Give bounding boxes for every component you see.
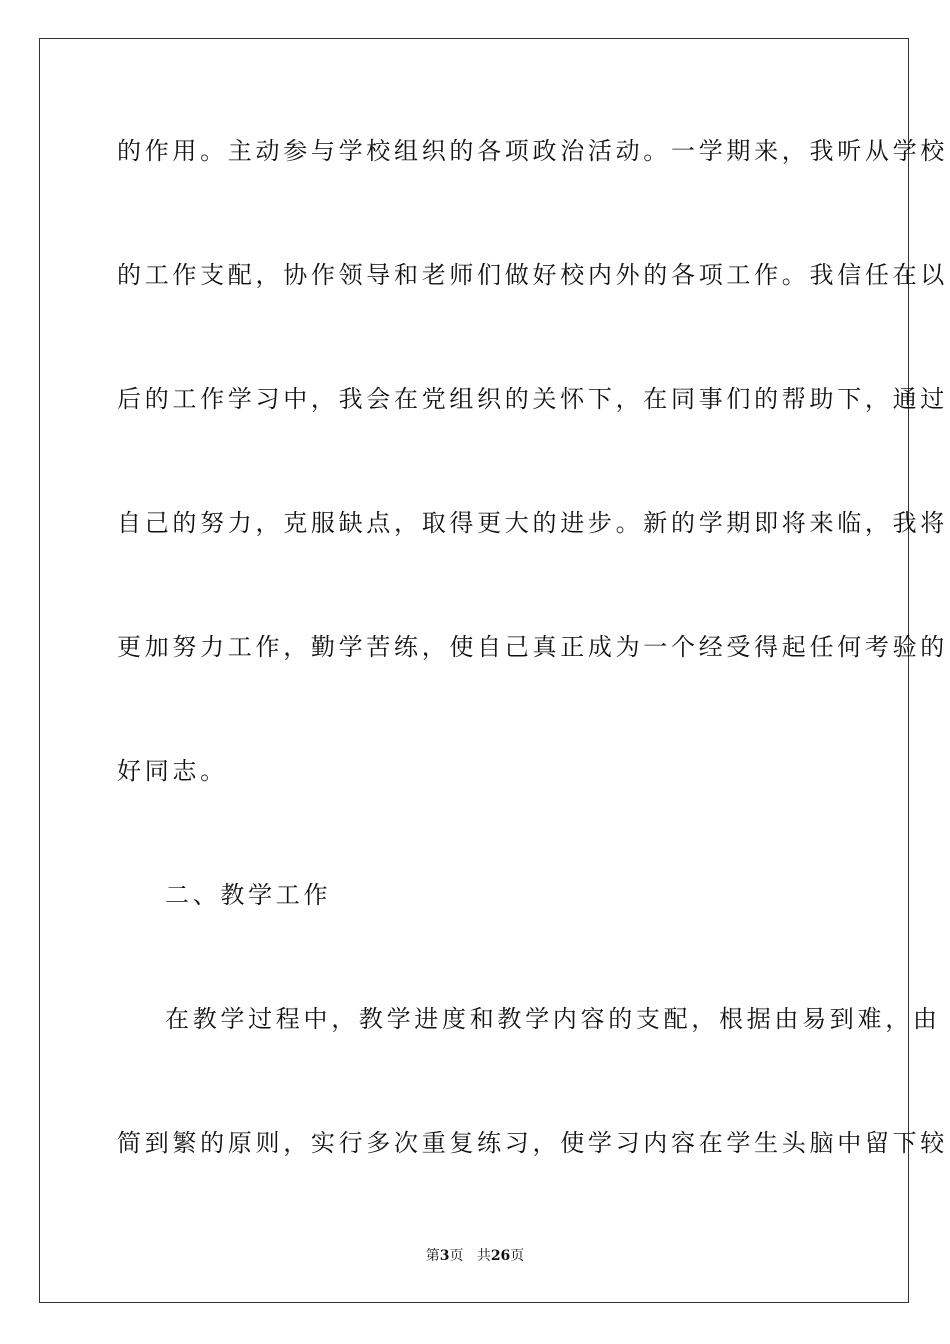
total-prefix: 共 bbox=[476, 1248, 491, 1264]
page-suffix: 页 bbox=[449, 1248, 464, 1264]
total-suffix: 页 bbox=[510, 1248, 525, 1264]
body-text-line: 好同志。 bbox=[117, 757, 228, 785]
total-pages: 26 bbox=[490, 1248, 511, 1264]
body-text-line: 更加努力工作，勤学苦练，使自己真正成为一个经受得起任何考验的 bbox=[117, 633, 948, 661]
body-text-line: 自己的努力，克服缺点，取得更大的进步。新的学期即将来临，我将 bbox=[117, 509, 948, 537]
section-heading: 二、教学工作 bbox=[165, 881, 332, 909]
body-text-line: 在教学过程中，教学进度和教学内容的支配，根据由易到难，由 bbox=[165, 1005, 941, 1033]
page-border bbox=[39, 38, 948, 1303]
body-text-line: 的作用。主动参与学校组织的各项政治活动。一学期来，我听从学校 bbox=[117, 137, 948, 165]
page-footer bbox=[0, 1247, 950, 1265]
body-text-line: 简到繁的原则，实行多次重复练习，使学习内容在学生头脑中留下较 bbox=[117, 1129, 948, 1157]
page-number: 3 bbox=[439, 1248, 450, 1264]
body-text-line: 的工作支配，协作领导和老师们做好校内外的各项工作。我信任在以 bbox=[117, 261, 948, 289]
page-prefix: 第 bbox=[425, 1248, 440, 1264]
body-text-line: 后的工作学习中，我会在党组织的关怀下，在同事们的帮助下，通过 bbox=[117, 385, 948, 413]
